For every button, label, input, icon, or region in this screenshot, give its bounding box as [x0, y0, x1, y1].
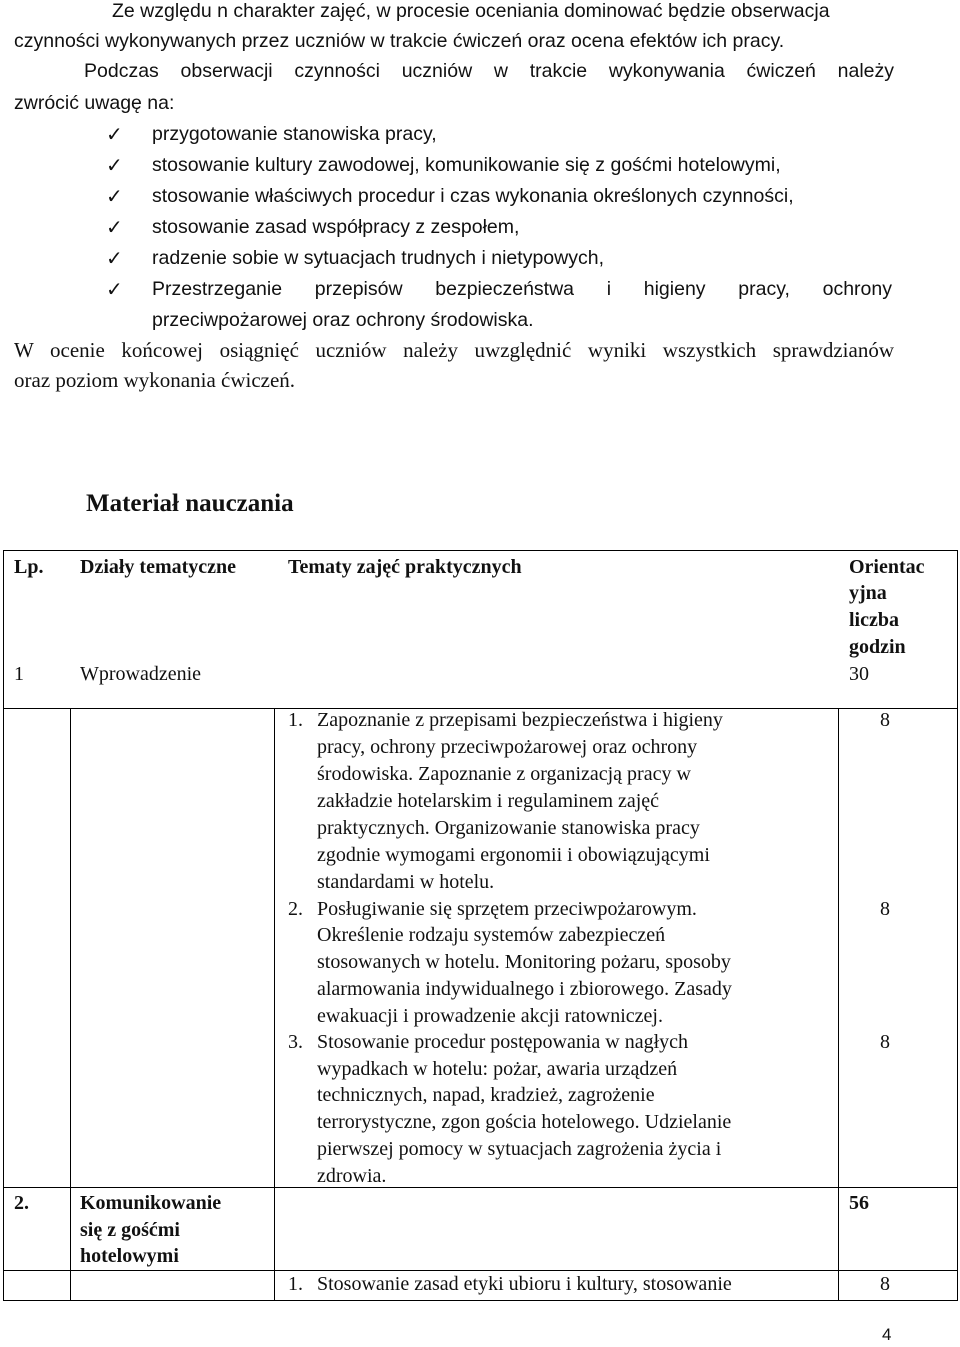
topic-text-line: zgodnie wymogami ergonomii i obowiązującymi — [317, 844, 710, 866]
intro-line-3: Podczas obserwacji czynności uczniów w trakcie wykonywania ćwiczeń należy — [84, 60, 894, 82]
table-border-top — [3, 550, 958, 551]
table-col-divider — [838, 708, 839, 1300]
intro-line-1: Ze względu n charakter zajęć, w procesie oceniania dominować będzie obserwacja — [112, 0, 830, 22]
topic-number: 1. — [288, 709, 303, 731]
header-liczba-line-2: yjna — [849, 582, 887, 604]
topic-number: 2. — [288, 898, 303, 920]
header-tematy: Tematy zajęć praktycznych — [288, 556, 522, 578]
table-border-bottom — [3, 1300, 958, 1301]
topic-number: 3. — [288, 1031, 303, 1053]
final-eval-line-1: W ocenie końcowej osiągnięć uczniów należy uwzględnić wyniki wszystkich sprawdzianów — [14, 338, 894, 362]
page-number: 4 — [882, 1325, 892, 1344]
checklist-item: stosowanie zasad współpracy z zespołem, — [152, 216, 520, 238]
check-icon: ✓ — [106, 248, 123, 270]
table-border-right — [957, 550, 958, 1300]
table-col-divider — [274, 708, 275, 1300]
topic-hours: 8 — [880, 1273, 890, 1295]
row1-hours: 30 — [849, 663, 869, 685]
table-col-divider — [70, 708, 71, 1300]
checklist-item: przygotowanie stanowiska pracy, — [152, 123, 437, 145]
row2-dzial-line-1: Komunikowanie — [80, 1192, 222, 1214]
check-icon: ✓ — [106, 155, 123, 177]
check-icon: ✓ — [106, 124, 123, 146]
row2-hours: 56 — [849, 1192, 869, 1214]
header-liczba-line-1: Orientac — [849, 556, 925, 578]
topic-text-line: pierwszej pomocy w sytuacjach zagrożenia życia i — [317, 1138, 722, 1160]
header-dzialy: Działy tematyczne — [80, 556, 237, 578]
topic-text-line: Stosowanie zasad etyki ubioru i kultury, stosowanie — [317, 1273, 732, 1295]
row1-lp: 1 — [14, 663, 24, 685]
topic-text-line: Posługiwanie się sprzętem przeciwpożarowym. — [317, 898, 697, 920]
row1-dzial: Wprowadzenie — [80, 663, 202, 685]
section-title: Materiał nauczania — [86, 490, 294, 517]
topic-text-line: Zapoznanie z przepisami bezpieczeństwa i higieny — [317, 709, 723, 731]
topic-text-line: alarmowania indywidualnego i zbiorowego. Zasady — [317, 978, 732, 1000]
topic-text-line: Stosowanie procedur postępowania w nagłych — [317, 1031, 689, 1053]
topic-hours: 8 — [880, 898, 890, 920]
topic-text-line: zdrowia. — [317, 1165, 387, 1187]
topic-text-line: zakładzie hotelarskim i regulaminem zajęć — [317, 790, 660, 812]
topic-text-line: technicznych, napad, kradzież, zagrożenie — [317, 1084, 655, 1106]
checklist-item: stosowanie kultury zawodowej, komunikowanie się z gośćmi hotelowymi, — [152, 154, 781, 176]
checklist-item: Przestrzeganie przepisów bezpieczeństwa i higieny pracy, ochrony — [152, 278, 892, 300]
topic-text-line: wypadkach w hotelu: pożar, awaria urządzeń — [317, 1058, 678, 1080]
checklist-item: stosowanie właściwych procedur i czas wykonania określonych czynności, — [152, 185, 794, 207]
table-border-left — [3, 550, 4, 1300]
topic-text-line: stosowanych w hotelu. Monitoring pożaru, sposoby — [317, 951, 731, 973]
checklist-item-continuation: przeciwpożarowej oraz ochrony środowiska. — [152, 309, 534, 331]
topic-hours: 8 — [880, 1031, 890, 1053]
topic-text-line: środowiska. Zapoznanie z organizacją pracy w — [317, 763, 691, 785]
topic-hours: 8 — [880, 709, 890, 731]
table-row-divider — [3, 1187, 958, 1188]
topic-text-line: Określenie rodzaju systemów zabezpieczeń — [317, 924, 666, 946]
row2-dzial-line-3: hotelowymi — [80, 1245, 179, 1267]
topic-text-line: standardami w hotelu. — [317, 871, 495, 893]
header-liczba-line-3: liczba — [849, 609, 899, 631]
header-liczba-line-4: godzin — [849, 636, 906, 658]
header-lp: Lp. — [14, 556, 44, 578]
row2-lp: 2. — [14, 1192, 29, 1214]
check-icon: ✓ — [106, 279, 123, 301]
checklist-item: radzenie sobie w sytuacjach trudnych i nietypowych, — [152, 247, 604, 269]
check-icon: ✓ — [106, 186, 123, 208]
topic-text-line: ewakuacji i prowadzenie akcji ratowniczej. — [317, 1005, 663, 1027]
topic-number: 1. — [288, 1273, 303, 1295]
check-icon: ✓ — [106, 217, 123, 239]
topic-text-line: praktycznych. Organizowanie stanowiska pracy — [317, 817, 700, 839]
row2-dzial-line-2: się z gośćmi — [80, 1219, 180, 1241]
intro-line-2: czynności wykonywanych przez uczniów w trakcie ćwiczeń oraz ocena efektów ich pracy. — [14, 30, 785, 52]
final-eval-line-2: oraz poziom wykonania ćwiczeń. — [14, 368, 296, 392]
topic-text-line: pracy, ochrony przeciwpożarowej oraz ochrony — [317, 736, 698, 758]
topic-text-line: terrorystyczne, zgon gościa hotelowego. Udzielanie — [317, 1111, 732, 1133]
intro-line-4: zwrócić uwagę na: — [14, 92, 175, 114]
